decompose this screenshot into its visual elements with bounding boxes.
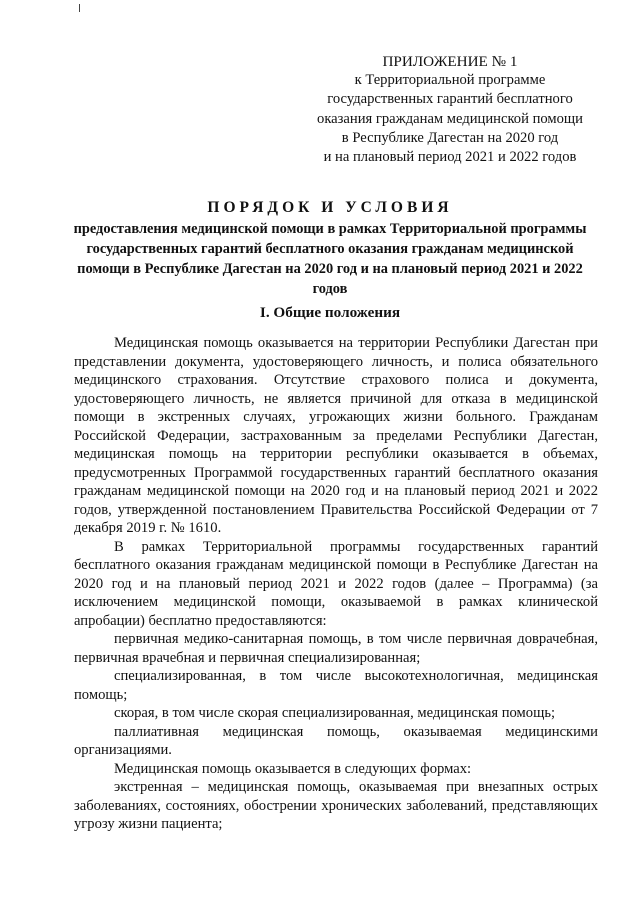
body-paragraph: Медицинская помощь оказывается в следующих формах: bbox=[114, 760, 472, 777]
appendix-line: государственных гарантий бесплатного bbox=[327, 91, 573, 108]
document-body bbox=[74, 334, 598, 834]
body-paragraph: экстренная – медицинская помощь, оказываемая при внезапных острых заболеваниях, состояниях, обострении хронических заболеваний, представляющих угрозу жизни пациента; bbox=[74, 779, 598, 832]
document-subtitle: предоставления медицинской помощи в рамках Территориальной программы государственных гарантий бесплатного оказания гражданам медицинской помощи в Республике Дагестан на 2020 год и на плановый период 2021 и 2022 годов bbox=[73, 221, 587, 297]
appendix-line: в Республике Дагестан на 2020 год bbox=[341, 129, 559, 146]
document-heading bbox=[60, 197, 600, 299]
body-paragraph: Медицинская помощь оказывается на территории Республики Дагестан при представлении документа, удостоверяющего личность, и полиса обязательного медицинского страхования. Отсутствие страхового полиса и документа, удостоверяющего личность, не является причиной для отказа в медицинской помощи в экстренных случаях, угрожающих жизни больного. Гражданам Российской Федерации, застрахованным за пределами Республики Дагестан, медицинская помощь на территории республики оказывается в объемах, предусмотренных Программой государственных гарантий бесплатного оказания гражданам медицинской помощи на 2020 год и на плановый период 2021 и 2022 годов, утвержденной постановлением Правительства Российской Федерации от 7 декабря 2019 г. № 1610. bbox=[74, 335, 598, 536]
body-paragraph: В рамках Территориальной программы государственных гарантий бесплатного оказания гражданам медицинской помощи в Республике Дагестан на 2020 год и на плановый период 2021 и 2022 годов (далее – Программа) (за исключением медицинской помощи, оказываемой в рамках клинической апробации) бесплатно предоставляются: bbox=[74, 538, 598, 629]
scan-mark bbox=[79, 4, 80, 12]
appendix-title: ПРИЛОЖЕНИЕ № 1 bbox=[382, 53, 518, 70]
appendix-line: к Территориальной программе bbox=[354, 72, 546, 89]
body-paragraph: первичная медико-санитарная помощь, в том числе первичная доврачебная, первичная врачебная и первичная специализированная; bbox=[74, 631, 598, 666]
appendix-line: и на плановый период 2021 и 2022 годов bbox=[323, 149, 577, 166]
body-paragraph: скорая, в том числе скорая специализированная, медицинская помощь; bbox=[114, 705, 556, 721]
appendix-block bbox=[300, 52, 600, 167]
body-paragraph: специализированная, в том числе высокотехнологичная, медицинская помощь; bbox=[74, 668, 598, 703]
section-title: I. Общие положения bbox=[259, 304, 401, 321]
body-paragraph: паллиативная медицинская помощь, оказываемая медицинскими организациями. bbox=[74, 723, 598, 758]
document-title: ПОРЯДОК И УСЛОВИЯ bbox=[207, 199, 453, 216]
appendix-line: оказания гражданам медицинской помощи bbox=[317, 110, 583, 127]
